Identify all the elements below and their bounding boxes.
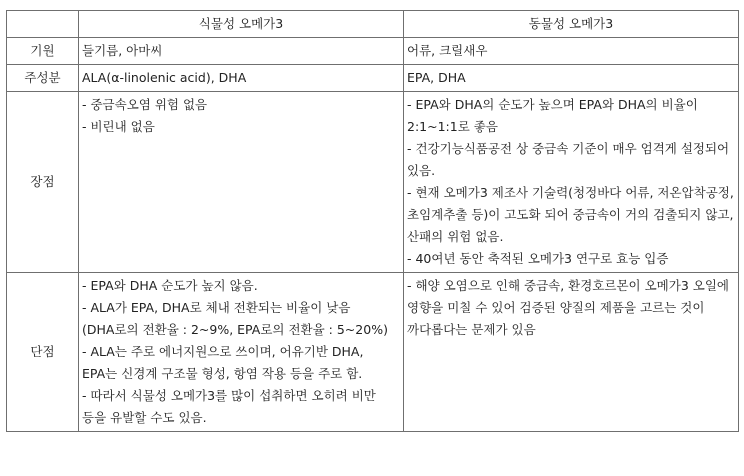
- header-row: [7, 11, 739, 38]
- cell-line: - 해양 오염으로 인해 중금속, 환경호르몬이 오메가3 오일에 영향을 미칠 수 있어 검증된 양질의 제품을 고르는 것이 까다롭다는 문제가 있음: [407, 278, 729, 337]
- cell-line: - ALA가 EPA, DHA로 체내 전환되는 비율이 낮음(DHA로의 전환율 : 2~9%, EPA로의 전환율 : 5~20%): [82, 300, 388, 337]
- cell-line: - 건강기능식품공전 상 중금속 기준이 매우 엄격게 설정되어 있음.: [407, 141, 730, 178]
- cell-animal-disadvantages: [404, 273, 739, 432]
- row-label-main-ingredient: 주성분: [7, 65, 79, 92]
- row-label-advantages: 장점: [7, 92, 79, 273]
- cell-line: - ALA는 주로 에너지원으로 쓰이며, 어유기반 DHA, EPA는 신경계 구조물 형성, 항염 작용 등을 주로 함.: [82, 344, 364, 381]
- cell-plant-origin: [79, 38, 404, 65]
- cell-animal-origin: [404, 38, 739, 65]
- table-row: [7, 65, 739, 92]
- cell-animal-advantages: [404, 92, 739, 273]
- cell-plant-main-ingredient: [79, 65, 404, 92]
- cell-line: - 중금속오염 위험 없음: [82, 97, 208, 112]
- omega3-comparison-table: [6, 10, 739, 432]
- cell-line: EPA, DHA: [407, 70, 466, 85]
- cell-line: ALA(α-linolenic acid), DHA: [82, 70, 247, 85]
- cell-plant-disadvantages: [79, 273, 404, 432]
- header-animal-omega3: 동물성 오메가3: [404, 11, 739, 38]
- cell-line: - 비린내 없음: [82, 119, 155, 134]
- table-row: [7, 273, 739, 432]
- row-label-origin: 기원: [7, 38, 79, 65]
- cell-animal-main-ingredient: [404, 65, 739, 92]
- cell-line: - 40여년 동안 축적된 오메가3 연구로 효능 입증: [407, 251, 669, 266]
- cell-line: - EPA와 DHA의 순도가 높으며 EPA와 DHA의 비율이 2:1~1:1로 좋음: [407, 97, 698, 134]
- cell-line: 어류, 크릴새우: [407, 43, 488, 58]
- cell-line: - 현재 오메가3 제조사 기술력(청정바다 어류, 저온압착공정, 초임계추출 등)이 고도화 되어 중금속이 거의 검출되지 않고, 산패의 위험 없음.: [407, 185, 734, 244]
- cell-plant-advantages: [79, 92, 404, 273]
- row-label-disadvantages: 단점: [7, 273, 79, 432]
- header-corner: [7, 11, 79, 38]
- header-plant-omega3: 식물성 오메가3: [79, 11, 404, 38]
- cell-line: - 따라서 식물성 오메가3를 많이 섭취하면 오히려 비만 등을 유발할 수도 있음.: [82, 388, 376, 425]
- cell-line: 들기름, 아마씨: [82, 43, 163, 58]
- cell-line: - EPA와 DHA 순도가 높지 않음.: [82, 278, 258, 293]
- table-row: [7, 38, 739, 65]
- table-row: [7, 92, 739, 273]
